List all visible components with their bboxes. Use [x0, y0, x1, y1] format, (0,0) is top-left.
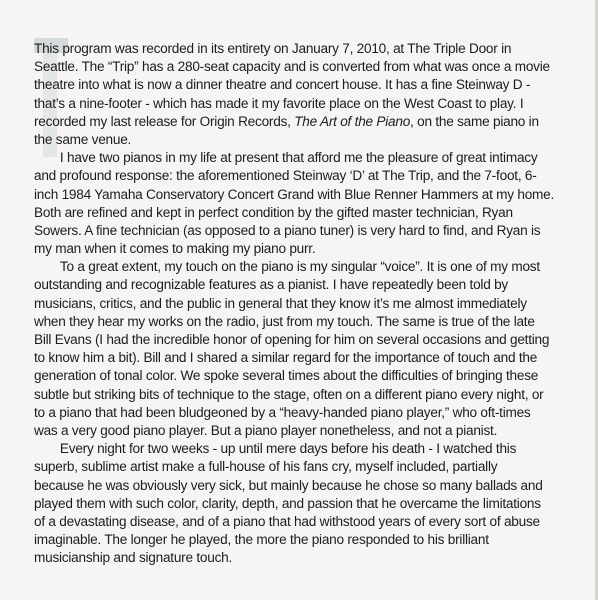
text-line: my man when it comes to making my piano purr.	[34, 241, 316, 258]
text-line: Sowers. A fine technician (as opposed to a piano tuner) is very hard to find, and Ryan is	[34, 222, 541, 239]
text-line: to know him a bit). Bill and I shared a similar regard for the importance of touch and the	[34, 350, 538, 367]
text-line: musicianship and signature touch.	[34, 550, 233, 567]
text-line: I have two pianos in my life at present that afford me the pleasure of great intimacy	[59, 150, 538, 167]
text-line: to a piano that had been bludgeoned by a “heavy-handed piano player,” who oft-times	[34, 404, 531, 421]
text-line: generation of tonal color. We spoke several times about the difficulties of bringing these	[34, 368, 539, 385]
text-line: subtle but striking bits of technique to the stage, often on a different piano every night, or	[34, 386, 544, 403]
body-text	[34, 40, 557, 567]
text-line: superb, sublime artist make a full-house of his fans cry, myself included, partially	[34, 459, 498, 476]
text-segment: recorded my last release for Origin Records,	[34, 113, 295, 130]
text-line: outstanding and recognizable features as a pianist. I have repeatedly been told by	[34, 277, 509, 294]
text-line: was a very good piano player. But a piano player nonetheless, and not a pianist.	[34, 422, 498, 439]
text-line: Both are refined and kept in perfect condition by the gifted master technician, Ryan	[34, 204, 513, 221]
text-line: musicians, critics, and the public in general that they know it’s me almost immediately	[34, 295, 527, 312]
album-title: The Art of the Piano	[294, 113, 411, 130]
text-line: of a devastating disease, and of a piano that had withstood years of every sort of abuse	[34, 513, 540, 530]
text-line	[34, 113, 557, 131]
text-line: the same venue.	[34, 131, 132, 148]
text-line: that’s a nine-footer - which has made it my favorite place on the West Coast to play. I	[34, 95, 524, 112]
text-line: inch 1984 Yamaha Conservatory Concert Grand with Blue Renner Hammers at my home.	[34, 186, 555, 203]
text-line: when they hear my works on the radio, just from my touch. The same is true of the late	[34, 313, 535, 330]
text-line: To a great extent, my touch on the piano is my singular “voice”. It is one of my most	[59, 259, 540, 276]
text-line: Bill Evans (I had the incredible honor of opening for him on several occasions and getting	[34, 332, 550, 348]
text-line: and profound response: the aforementioned Steinway ‘D’ at The Trip, and the 7-foot, 6-	[34, 168, 537, 185]
text-line: imaginable. The longer he played, the more the piano responded to his brilliant	[34, 532, 489, 549]
text-line: Seattle. The “Trip” has a 280-seat capacity and is converted from what was once a movie	[34, 59, 550, 76]
text-segment: , on the same piano in	[410, 113, 539, 130]
text-line: This program was recorded in its entirety on January 7, 2010, at The Triple Door in	[34, 41, 512, 57]
text-line: played them with such color, clarity, depth, and passion that he overcame the limitations	[34, 495, 541, 512]
text-line: Every night for two weeks - up until mere days before his death - I watched this	[59, 441, 517, 458]
text-line: because he was obviously very sick, but mainly because he chose so many ballads and	[34, 477, 543, 494]
text-line: theatre into what is now a dinner theatre and concert house. It has a fine Steinway D -	[34, 77, 531, 94]
